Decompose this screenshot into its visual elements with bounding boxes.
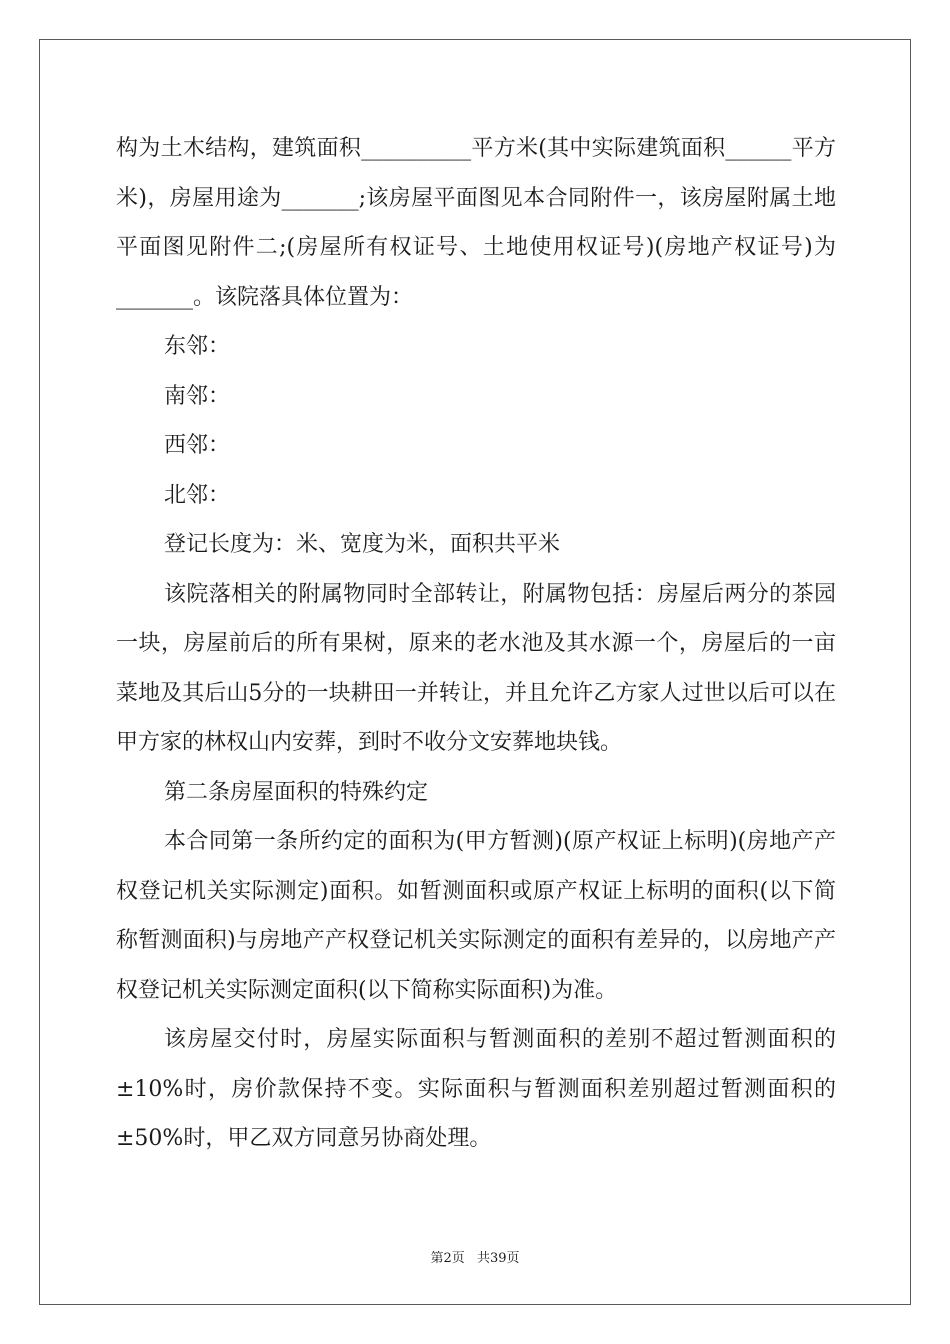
- paragraph-attachments-transfer: 该院落相关的附属物同时全部转让，附属物包括：房屋后两分的茶园一块，房屋前后的所有果树，原来的老水池及其水源一个，房屋后的一亩菜地及其后山5分的一块耕田一并转让，并且允许乙方家人过世以后可以在甲方家的林权山内安葬，到时不收分文安葬地块钱。: [116, 581, 836, 755]
- paragraph-registered-dimensions: 登记长度为：米、宽度为米，面积共平米: [164, 532, 561, 557]
- paragraph-area-tolerance: 该房屋交付时，房屋实际面积与暂测面积的差别不超过暂测面积的±10%时，房价款保持不变。实际面积与暂测面积差别超过暂测面积的±50%时，甲乙双方同意另协商处理。: [116, 1027, 836, 1151]
- paragraph-area-definition: 本合同第一条所约定的面积为(甲方暂测)(原产权证上标明)(房地产产权登记机关实际测定)面积。如暂测面积或原产权证上标明的面积(以下简称暂测面积)与房地产产权登记机关实际测定的面积有差异的，以房地产产权登记机关实际测定面积(以下简称实际面积)为准。: [116, 829, 836, 1003]
- paragraph-south-neighbor: 南邻：: [164, 383, 231, 409]
- paragraph-north-neighbor: 北邻：: [164, 482, 231, 508]
- page-number: 第2页: [430, 1251, 465, 1266]
- paragraph-east-neighbor: 东邻：: [164, 334, 231, 359]
- paragraph-west-neighbor: 西邻：: [164, 433, 231, 458]
- document-body: [116, 124, 836, 1164]
- section-heading-article-2: 第二条房屋面积的特殊约定: [164, 779, 429, 805]
- paragraph-building-structure: 构为土木结构，建筑面积__________平方米(其中实际建筑面积______平方米)，房屋用途为_______;该房屋平面图见本合同附件一，该房屋附属土地平面图见附件二;(房屋所有权证号、土地使用权证号)(房地产权证号)为_______。该院落具体位置为：: [116, 136, 836, 310]
- page-total: 共39页: [476, 1251, 520, 1266]
- page-footer: [0, 1247, 950, 1266]
